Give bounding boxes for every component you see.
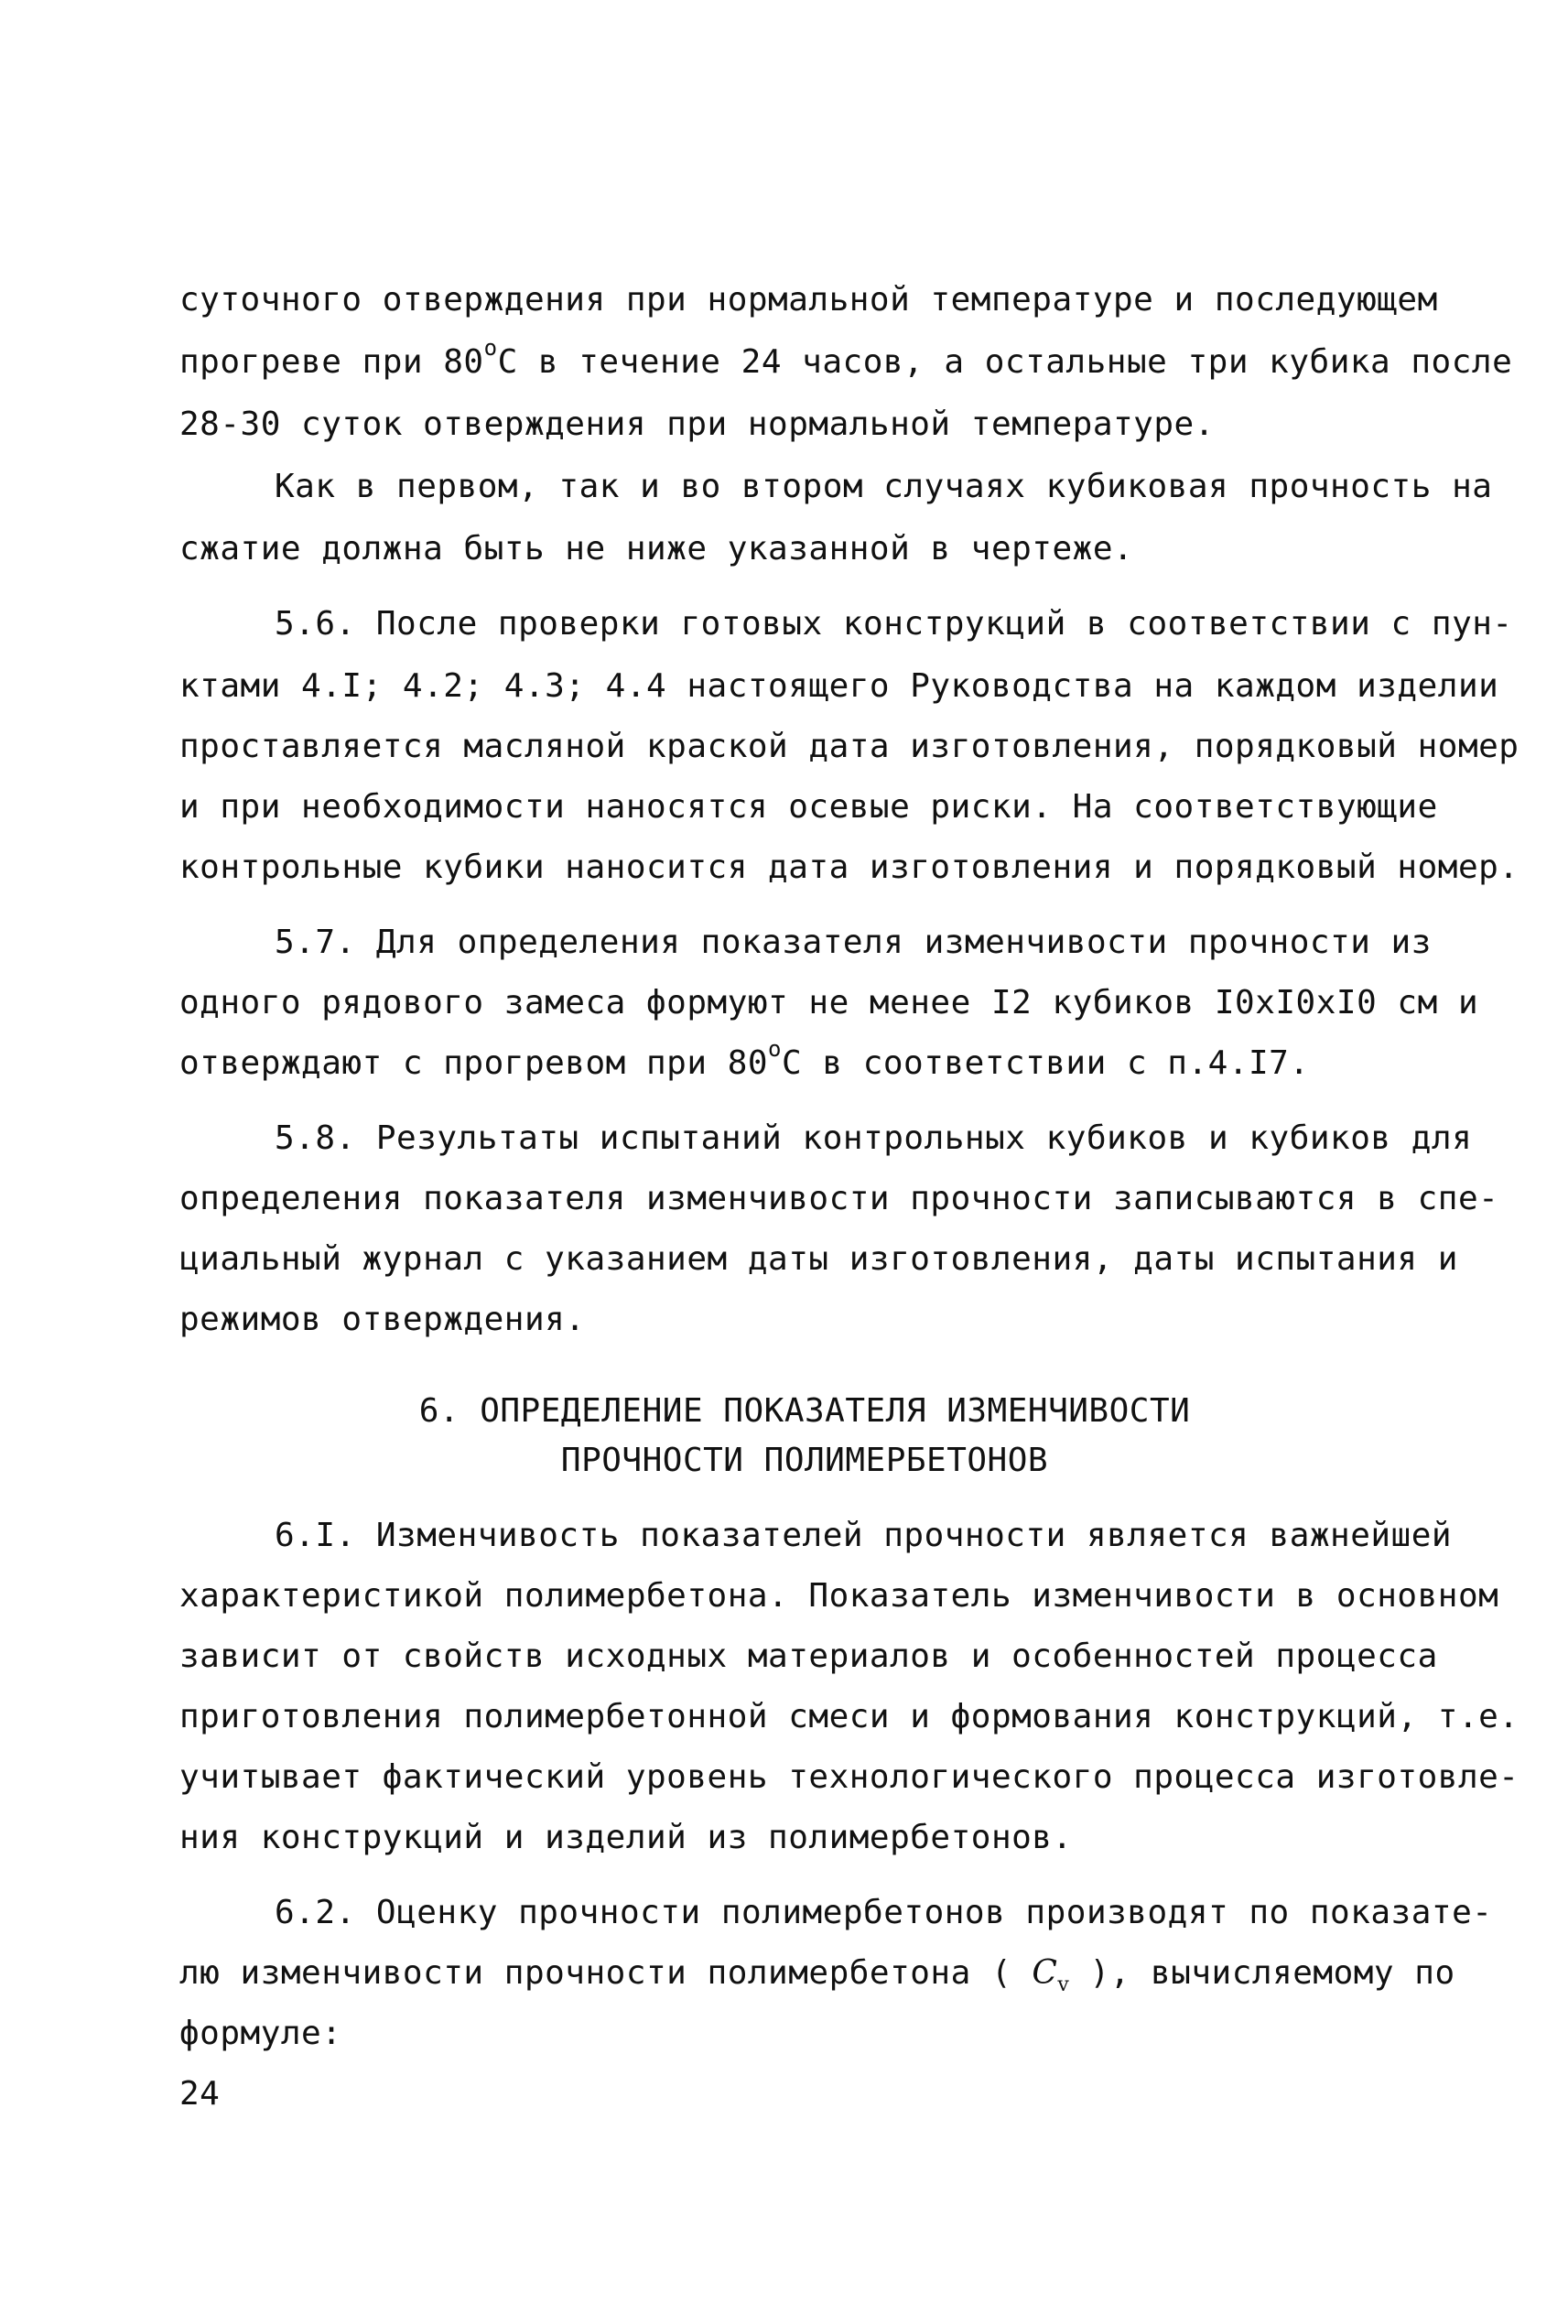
text-line bbox=[179, 1953, 1455, 2005]
text-line: и при необходимости наносятся осевые риски. На соответствующие bbox=[179, 788, 1438, 826]
text-line: характеристикой полимербетона. Показатель изменчивости в основном bbox=[179, 1577, 1499, 1615]
text-fragment: С в соответствии с п.4.I7. bbox=[782, 1044, 1310, 1082]
degree-sign: о bbox=[483, 335, 498, 361]
text-line: 5.6. После проверки готовых конструкций в соответствии с пун- bbox=[275, 605, 1513, 643]
page-number: 24 bbox=[179, 2075, 221, 2113]
text-line: 5.7. Для определения показателя изменчивости прочности из bbox=[275, 924, 1432, 961]
text-line: Как в первом, так и во втором случаях кубиковая прочность на bbox=[275, 468, 1493, 505]
text-line: суточного отверждения при нормальной температуре и последующем bbox=[179, 281, 1438, 319]
text-line: 6.2. Оценку прочности полимербетонов производят по показате- bbox=[275, 1894, 1493, 1931]
text-line: зависит от свойств исходных материалов и особенностей процесса bbox=[179, 1638, 1438, 1675]
text-fragment: С в течение 24 часов, а остальные три кубика после bbox=[497, 343, 1513, 381]
text-line: контрольные кубики наносится дата изготовления и порядковый номер. bbox=[179, 849, 1519, 886]
text-line bbox=[179, 1036, 1310, 1084]
text-line: сжатие должна быть не ниже указанной в чертеже. bbox=[179, 530, 1134, 567]
text-line: режимов отверждения. bbox=[179, 1301, 586, 1338]
text-line: 28-30 суток отверждения при нормальной температуре. bbox=[179, 405, 1215, 443]
text-line: 6.I. Изменчивость показателей прочности является важнейшей bbox=[275, 1517, 1453, 1554]
text-fragment: ), вычисляемому по bbox=[1089, 1954, 1455, 1992]
degree-sign: о bbox=[768, 1036, 782, 1062]
cv-letter: C bbox=[1032, 1954, 1058, 1992]
text-line: приготовления полимербетонной смеси и формования конструкций, т.е. bbox=[179, 1698, 1519, 1735]
text-line: учитывает фактический уровень технологического процесса изготовле- bbox=[179, 1758, 1519, 1796]
text-line: формуле: bbox=[179, 2015, 342, 2052]
section-title: 6. ОПРЕДЕЛЕНИЕ ПОКАЗАТЕЛЯ ИЗМЕНЧИВОСТИ bbox=[418, 1392, 1191, 1430]
text-fragment: прогреве при 80 bbox=[179, 343, 484, 381]
text-line: 5.8. Результаты испытаний контрольных кубиков и кубиков для bbox=[275, 1119, 1473, 1157]
section-title: ПРОЧНОСТИ ПОЛИМЕРБЕТОНОВ bbox=[560, 1442, 1049, 1479]
text-line: ния конструкций и изделий из полимербетонов. bbox=[179, 1819, 1073, 1856]
text-line: одного рядового замеса формуют не менее I2 кубиков I0xI0xI0 см и bbox=[179, 984, 1479, 1021]
cv-symbol bbox=[1032, 1954, 1070, 1997]
text-line: определения показателя изменчивости прочности записываются в спе- bbox=[179, 1180, 1499, 1217]
cv-subscript: v bbox=[1057, 1973, 1070, 1997]
text-line bbox=[179, 335, 1513, 383]
text-line: ктами 4.I; 4.2; 4.3; 4.4 настоящего Руководства на каждом изделии bbox=[179, 667, 1499, 705]
text-fragment: лю изменчивости прочности полимербетона ( bbox=[179, 1954, 1012, 1992]
text-line: циальный журнал с указанием даты изготовления, даты испытания и bbox=[179, 1240, 1458, 1278]
text-line: проставляется масляной краской дата изготовления, порядковый номер bbox=[179, 728, 1519, 765]
text-fragment: отверждают с прогревом при 80 bbox=[179, 1044, 769, 1082]
